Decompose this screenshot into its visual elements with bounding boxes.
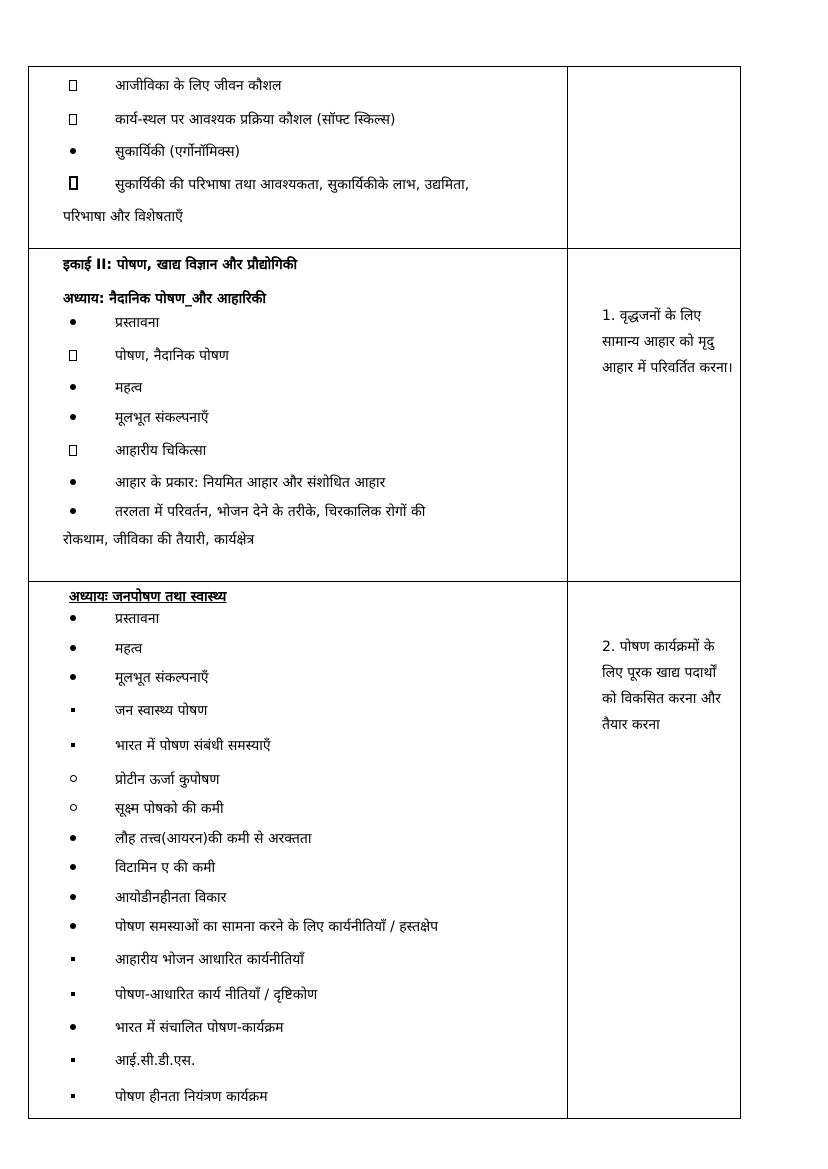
square-bullet-icon	[67, 985, 79, 1005]
list-item	[29, 110, 567, 142]
square-bullet-icon	[67, 1087, 79, 1107]
list-item-text: महत्व	[115, 380, 143, 396]
box-bullet-icon	[67, 110, 79, 130]
square-bullet-icon	[67, 950, 79, 970]
list-item	[29, 799, 567, 829]
list-item-text: जन स्वास्थ्य पोषण	[115, 703, 208, 719]
list-item	[29, 917, 567, 950]
list-item-text: लौह तत्त्व(आयरन)की कमी से अरक्तता	[115, 831, 312, 847]
unit-title: इकाई II: पोषण, खाद्य विज्ञान और प्रौद्योगिकी	[63, 257, 298, 273]
list-item	[29, 473, 567, 502]
dot-bullet-icon	[67, 473, 79, 493]
dot-bullet-icon	[67, 408, 79, 428]
list-item-text: आहारीय भोजन आधारित कार्यनीतियाँ	[115, 952, 304, 968]
chapter-title: अध्यायः जनपोषण तथा स्वास्थ्य	[69, 589, 227, 605]
table-row	[29, 249, 741, 582]
chapter-title: अध्याय: नैदानिक पोषण_और आहारिकी	[63, 291, 266, 307]
list-item	[29, 639, 567, 668]
list-item-text: आहारीय चिकित्सा	[115, 443, 207, 459]
list-item-text: प्रस्तावना	[115, 315, 160, 331]
content-cell	[29, 582, 568, 1119]
practical-note: 1. वृद्धजनों के लिए सामान्य आहार को मृदु आहार में परिवर्तित करना।	[602, 308, 733, 376]
dot-bullet-icon	[67, 888, 79, 908]
list-item-text: पोषण-आधारित कार्य नीतियाँ / दृष्टिकोण	[115, 987, 318, 1003]
list-item-continuation	[29, 207, 567, 237]
list-item-text: कार्य-स्थल पर आवश्यक प्रक्रिया कौशल (सॉफ्ट स्किल्स)	[115, 112, 396, 128]
list-item	[29, 346, 567, 378]
list-item	[29, 770, 567, 799]
list-item	[29, 609, 567, 639]
syllabus-table	[28, 66, 741, 1119]
content-cell	[29, 67, 568, 249]
content-cell	[29, 249, 568, 582]
list-item	[29, 142, 567, 175]
list-item-text: भारत में पोषण संबंधी समस्याएँ	[115, 738, 271, 754]
list-item-text: परिभाषा और विशेषताएँ	[63, 209, 183, 225]
list-item-text: आजीविका के लिए जीवन कौशल	[115, 78, 282, 94]
dot-bullet-icon	[67, 1018, 79, 1038]
box-bullet-icon	[67, 441, 79, 461]
list-item	[29, 1051, 567, 1087]
practical-cell	[568, 582, 741, 1119]
list-item-text: सुकार्यिकी (एर्गोनॉमिक्स)	[115, 144, 240, 160]
list-item	[29, 1018, 567, 1051]
box-bullet-icon	[67, 76, 79, 96]
practical-cell	[568, 67, 741, 249]
list-item-continuation	[29, 530, 567, 554]
list-item-text: विटामिन ए की कमी	[115, 860, 216, 876]
list-item-text: पोषण समस्याओं का सामना करने के लिए कार्यनीतियाँ / हस्तक्षेप	[115, 919, 439, 935]
box-bullet-icon	[67, 175, 79, 195]
circle-bullet-icon	[67, 770, 79, 790]
dot-bullet-icon	[67, 917, 79, 937]
list-item-text: मूलभूत संकल्पनाएँ	[115, 410, 209, 426]
square-bullet-icon	[67, 736, 79, 756]
list-item	[29, 950, 567, 985]
list-item	[29, 441, 567, 473]
list-item-text: सुकार्यिकी की परिभाषा तथा आवश्यकता, सुकार्यिकीके लाभ, उद्यमिता,	[115, 177, 470, 193]
list-item-text: प्रस्तावना	[115, 611, 160, 627]
list-item-text: आहार के प्रकार: नियमित आहार और संशोधित आहार	[115, 475, 386, 491]
list-item-text: भारत में संचालित पोषण-कार्यक्रम	[115, 1020, 284, 1036]
list-item	[29, 1087, 567, 1117]
circle-bullet-icon	[67, 799, 79, 819]
dot-bullet-icon	[67, 142, 79, 162]
list-item	[29, 76, 567, 110]
square-bullet-icon	[67, 1051, 79, 1071]
dot-bullet-icon	[67, 829, 79, 849]
list-item-text: सूक्ष्म पोषको की कमी	[115, 801, 224, 817]
dot-bullet-icon	[67, 313, 79, 333]
list-item	[29, 701, 567, 736]
list-item-text: महत्व	[115, 641, 143, 657]
list-item-text: पोषण, नैदानिक पोषण	[115, 348, 229, 364]
list-item-text: पोषण हीनता नियंत्रण कार्यक्रम	[115, 1089, 268, 1105]
list-item-text: प्रोटीन ऊर्जा कुपोषण	[115, 772, 220, 788]
list-item	[29, 736, 567, 770]
dot-bullet-icon	[67, 378, 79, 398]
list-item-text: रोकथाम, जीविका की तैयारी, कार्यक्षेत्र	[63, 532, 255, 548]
list-item-text: आई.सी.डी.एस.	[115, 1053, 196, 1069]
list-item	[29, 829, 567, 858]
list-item	[29, 408, 567, 441]
list-item	[29, 985, 567, 1018]
dot-bullet-icon	[67, 858, 79, 878]
box-bullet-icon	[67, 346, 79, 366]
square-bullet-icon	[67, 701, 79, 721]
dot-bullet-icon	[67, 639, 79, 659]
list-item-text: तरलता में परिवर्तन, भोजन देने के तरीके, चिरकालिक रोगों की	[115, 504, 426, 520]
list-item-text: आयोडीनहीनता विकार	[115, 890, 227, 906]
list-item	[29, 378, 567, 408]
practical-note: 2. पोषण कार्यक्रमों के लिए पूरक खाद्य पदार्थों को विकसित करना और तैयार करना	[602, 639, 721, 733]
list-item	[29, 888, 567, 917]
dot-bullet-icon	[67, 668, 79, 688]
list-item	[29, 313, 567, 346]
table-row	[29, 67, 741, 249]
list-item	[29, 502, 567, 530]
dot-bullet-icon	[67, 609, 79, 629]
list-item	[29, 175, 567, 207]
practical-cell	[568, 249, 741, 582]
table-row	[29, 582, 741, 1119]
dot-bullet-icon	[67, 502, 79, 522]
list-item	[29, 858, 567, 888]
list-item	[29, 668, 567, 701]
list-item-text: मूलभूत संकल्पनाएँ	[115, 670, 209, 686]
